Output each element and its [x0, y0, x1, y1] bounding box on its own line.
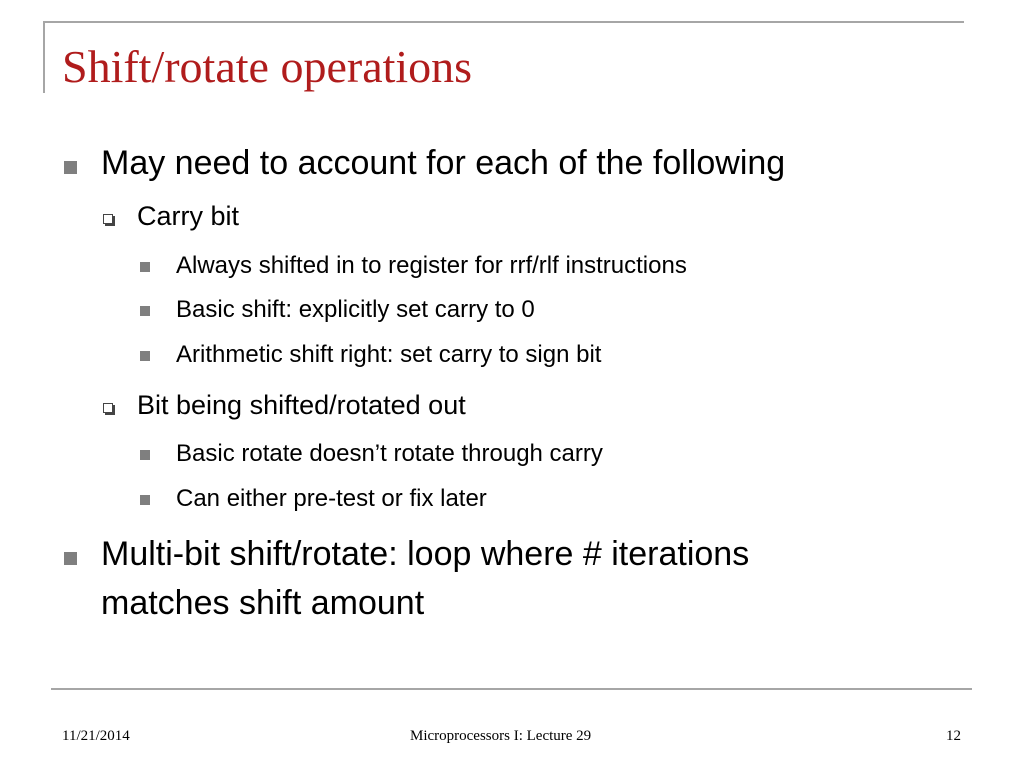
bullet-level1-continuation: matches shift amount: [101, 584, 425, 622]
square-bullet-icon: [140, 262, 150, 272]
square-bullet-icon: [64, 552, 77, 565]
footer-page-number: 12: [946, 728, 961, 744]
square-bullet-icon: [64, 161, 77, 174]
bullet-level2: Carry bit: [137, 201, 240, 231]
hollow-square-bullet-icon: [103, 403, 113, 413]
footer-course: Microprocessors I: Lecture 29: [410, 728, 592, 744]
bullet-level3: Arithmetic shift right: set carry to sign bit: [176, 341, 602, 368]
bullet-level1: May need to account for each of the following: [101, 144, 786, 182]
frame-top-line: [43, 21, 964, 23]
square-bullet-icon: [140, 450, 150, 460]
square-bullet-icon: [140, 495, 150, 505]
bullet-level3: Basic shift: explicitly set carry to 0: [176, 296, 535, 323]
bullet-level3: Always shifted in to register for rrf/rlf instructions: [176, 252, 687, 279]
footer-divider: [51, 688, 972, 690]
bullet-level2: Bit being shifted/rotated out: [137, 390, 466, 420]
slide-title: Shift/rotate operations: [62, 41, 473, 92]
hollow-square-bullet-icon: [103, 214, 113, 224]
square-bullet-icon: [140, 306, 150, 316]
footer-date: 11/21/2014: [62, 728, 130, 744]
bullet-level1: Multi-bit shift/rotate: loop where # iterations: [101, 535, 750, 573]
square-bullet-icon: [140, 351, 150, 361]
bullet-level3: Basic rotate doesn’t rotate through carry: [176, 440, 603, 467]
frame-left-line: [43, 21, 45, 93]
bullet-level3: Can either pre-test or fix later: [176, 485, 487, 512]
